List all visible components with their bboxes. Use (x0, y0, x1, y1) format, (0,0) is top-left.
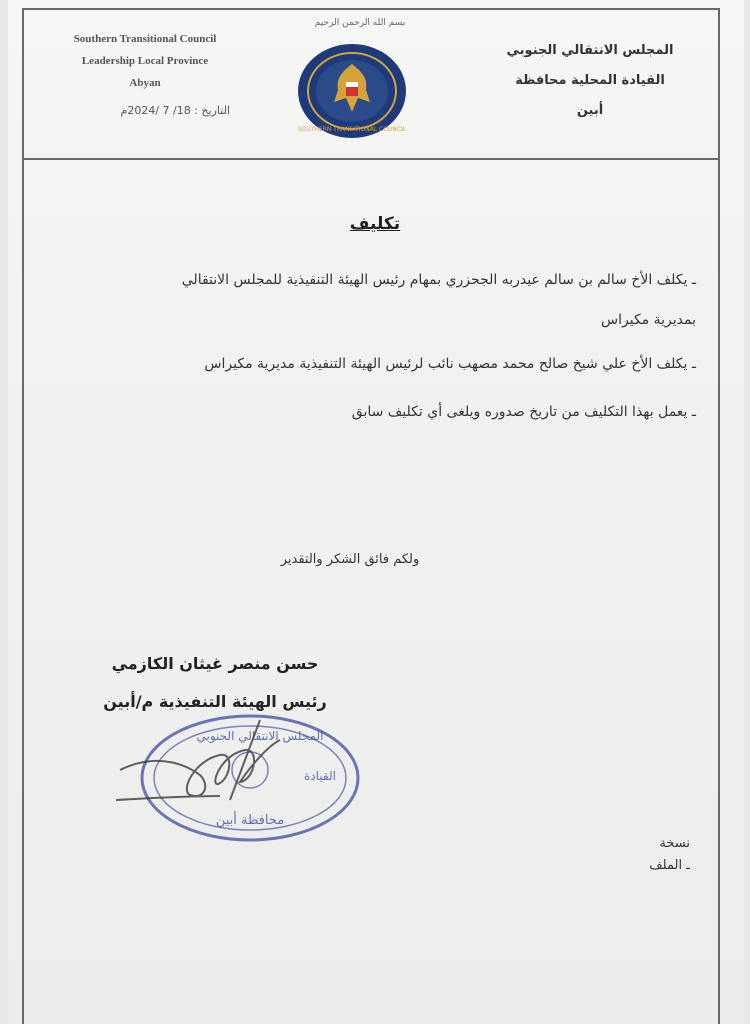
date-value: 18/ 7 /2024م (120, 104, 191, 117)
official-stamp (110, 700, 370, 850)
stamp-text-top: المجلس الانتقالي الجنوبي (196, 729, 324, 743)
date-line (90, 104, 230, 117)
arabic-leadership: القيادة المحلية محافظة (515, 73, 665, 88)
arabic-province: أبين (576, 103, 604, 118)
date-label: التاريخ : (194, 104, 230, 117)
copy-label: نسخة (659, 836, 690, 851)
arabic-council-name: المجلس الانتقالي الجنوبي (506, 43, 674, 58)
english-letterhead (40, 28, 250, 94)
english-leadership: Leadership Local Province (81, 55, 209, 67)
stamp-text-bottom: محافظة أبين (215, 813, 285, 828)
basmala: بسم الله الرحمن الرحيم (314, 18, 406, 28)
assignment-item-1-continued: بمديرية مكيراس (601, 312, 696, 328)
closing-line: ولكم فائق الشكر والتقدير (280, 552, 420, 567)
assignment-item-1: ـ يكلف الأخ سالم بن سالم عيدربه الجحزري بمهام رئيس الهيئة التنفيذية للمجلس الانتقالي (181, 272, 696, 288)
english-council-name: Southern Transitional Council (73, 33, 217, 45)
english-province: Abyan (129, 77, 161, 89)
stamp-text-mid: القيادة (304, 769, 336, 783)
arabic-letterhead (490, 36, 690, 126)
assignment-item-2: ـ يكلف الأخ علي شيخ صالح محمد مصهب نائب لرئيس الهيئة التنفيذية مديرية مكيراس (204, 356, 696, 372)
assignment-item-3: ـ يعمل بهذا التكليف من تاريخ صدوره ويلغى أي تكليف سابق (351, 404, 696, 420)
signatory-name: حسن منصر غيثان الكازمي (111, 654, 319, 673)
header-divider (22, 158, 720, 160)
copy-item-file: ـ الملف (649, 858, 690, 873)
signatory-title: رئيس الهيئة التنفيذية م/أبين (103, 692, 327, 711)
logo-label: SOUTHERN TRANSITIONAL COUNCIL (297, 126, 407, 133)
document-title: تكليف (349, 214, 401, 234)
council-logo (296, 42, 408, 140)
